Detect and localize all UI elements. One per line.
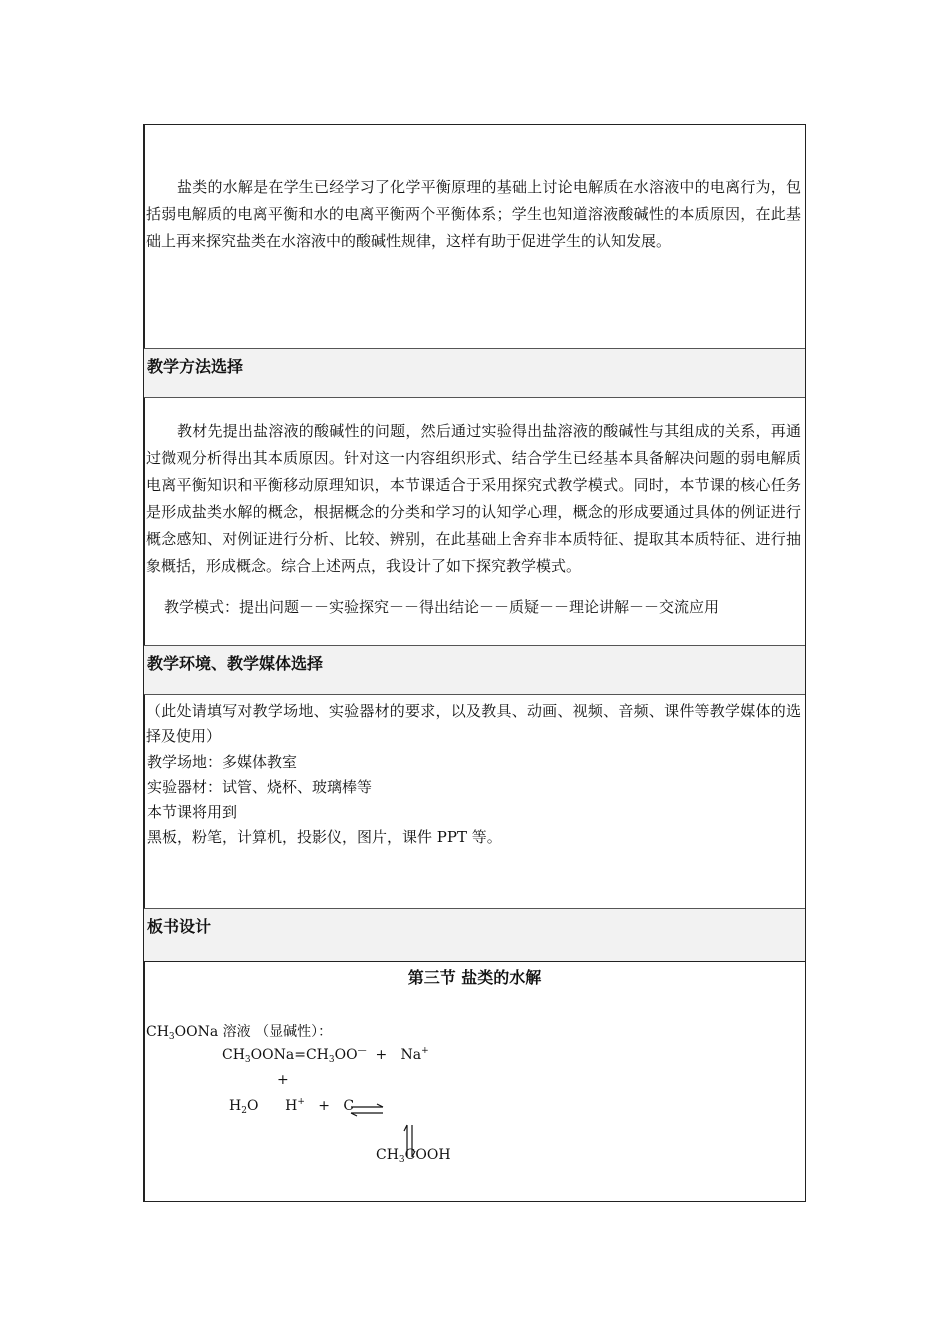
media-header [144, 645, 805, 695]
acetic-acid: $CH_3COOH$ [376, 1147, 451, 1165]
board-design-header [144, 908, 805, 962]
analysis-paragraph: 盐类的水解是在学生已经学习了化学平衡原理的基础上讨论电解质在水溶液中的电离行为，包括弱电解质的电离平衡和水的电离平衡两个平衡体系；学生也知道溶液酸碱性的本质原因，在此基础上再来探究盐类在水溶液中的酸碱性规律，这样有助于促进学生的认知发展。 [146, 178, 801, 250]
equipment-line: 实验器材：试管、烧杯、玻璃棒等 [147, 778, 373, 796]
will-use-line: 本节课将用到 [147, 803, 238, 821]
dissociation-equation: $CH_3OONa=CH_3OO^— + Na^+$ [222, 1046, 429, 1065]
teaching-method-header [144, 348, 805, 398]
teaching-method-heading: 教学方法选择 [147, 357, 244, 376]
media-list-line: 黑板，粉笔，计算机，投影仪，图片，课件 PPT 等。 [147, 828, 502, 846]
venue-line: 教学场地：多媒体教室 [147, 753, 298, 771]
board-title: 第三节 盐类的水解 [407, 968, 542, 987]
board-design-heading: 板书设计 [147, 917, 212, 936]
equilibrium-arrow-icon [349, 1103, 385, 1117]
water-ionization: $H_2O$ H+ + C [229, 1097, 355, 1116]
lesson-plan-table [143, 124, 806, 1202]
media-heading: 教学环境、教学媒体选择 [147, 654, 324, 673]
plus-sign: + [277, 1072, 289, 1088]
teaching-mode-line: 教学模式：提出问题－－实验探究－－得出结论－－质疑－－理论讲解－－交流应用 [164, 598, 720, 616]
sodium-acetate-label: $CH_3OONa$ 溶液 （显碱性）： [146, 1024, 333, 1042]
teaching-method-paragraph: 教材先提出盐溶液的酸碱性的问题，然后通过实验得出盐溶液的酸碱性与其组成的关系，再通过微观分析得出其本质原因。针对这一内容组织形式、结合学生已经基本具备解决问题的弱电解质电离平衡知识和平衡移动原理知识，本节课适合于采用探究式教学模式。同时，本节课的核心任务是形成盐类水解的概念，根据概念的分类和学习的认知学心理，概念的形成要通过具体的例证进行概念感知、对例证进行分析、比较、辨别，在此基础上舍弃非本质特征、提取其本质特征、进行抽象概括，形成概念。综合上述两点，我设计了如下探究教学模式。 [146, 422, 801, 575]
media-note: （此处请填写对教学场地、实验器材的要求，以及教具、动画、视频、音频、课件等教学媒体的选择及使用） [146, 702, 801, 745]
